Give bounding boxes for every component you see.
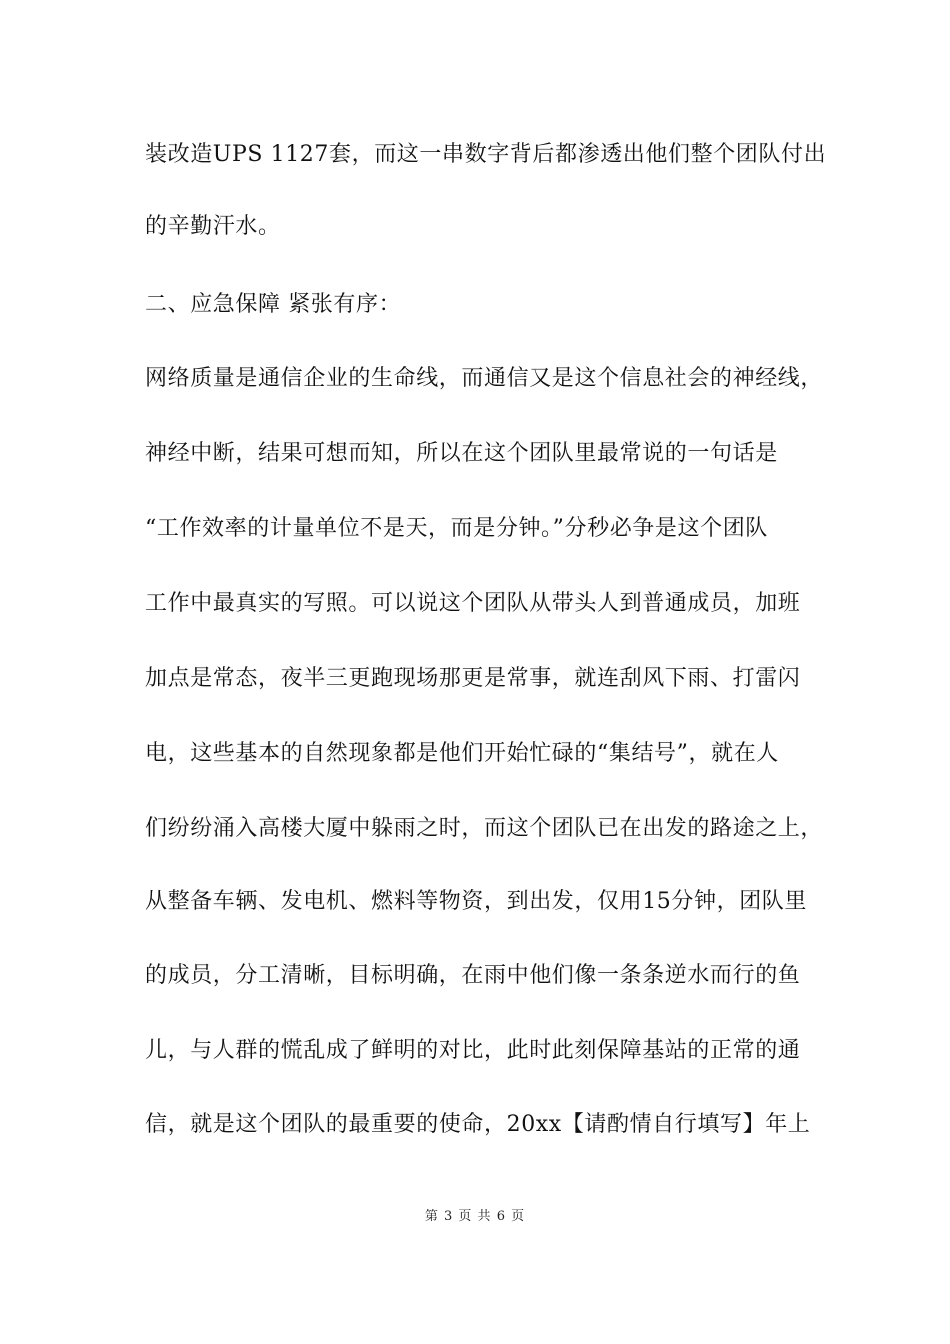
body-line-12: 的成员，分工清晰，目标明确，在雨中他们像一条条逆水而行的鱼 bbox=[145, 963, 801, 988]
body-line-9: 电，这些基本的自然现象都是他们开始忙碌的“集结号”，就在人 bbox=[145, 741, 779, 766]
body-line-7: 工作中最真实的写照。可以说这个团队从带头人到普通成员，加班 bbox=[145, 591, 801, 616]
body-line-10: 们纷纷涌入高楼大厦中躲雨之时，而这个团队已在出发的路途之上， bbox=[145, 816, 824, 841]
body-line-11: 从整备车辆、发电机、燃料等物资，到出发，仅用15分钟，团队里 bbox=[145, 889, 807, 914]
body-line-13: 儿，与人群的慌乱成了鲜明的对比，此时此刻保障基站的正常的通 bbox=[145, 1038, 801, 1063]
body-line-5: 神经中断，结果可想而知，所以在这个团队里最常说的一句话是 bbox=[145, 441, 778, 466]
body-line-2: 的辛勤汗水。 bbox=[145, 214, 281, 239]
body-line-6: “工作效率的计量单位不是天，而是分钟。”分秒必争是这个团队 bbox=[145, 516, 768, 541]
section-heading: 二、应急保障 紧张有序： bbox=[145, 292, 402, 317]
page-number-footer: 第 3 页 共 6 页 bbox=[424, 1209, 526, 1224]
body-line-4: 网络质量是通信企业的生命线，而通信又是这个信息社会的神经线， bbox=[145, 366, 824, 391]
body-line-8: 加点是常态，夜半三更跑现场那更是常事，就连刮风下雨、打雷闪 bbox=[145, 666, 801, 691]
body-line-1: 装改造UPS 1127套，而这一串数字背后都渗透出他们整个团队付出 bbox=[145, 142, 827, 167]
body-line-14: 信，就是这个团队的最重要的使命，20xx【请酌情自行填写】年上 bbox=[145, 1112, 811, 1137]
